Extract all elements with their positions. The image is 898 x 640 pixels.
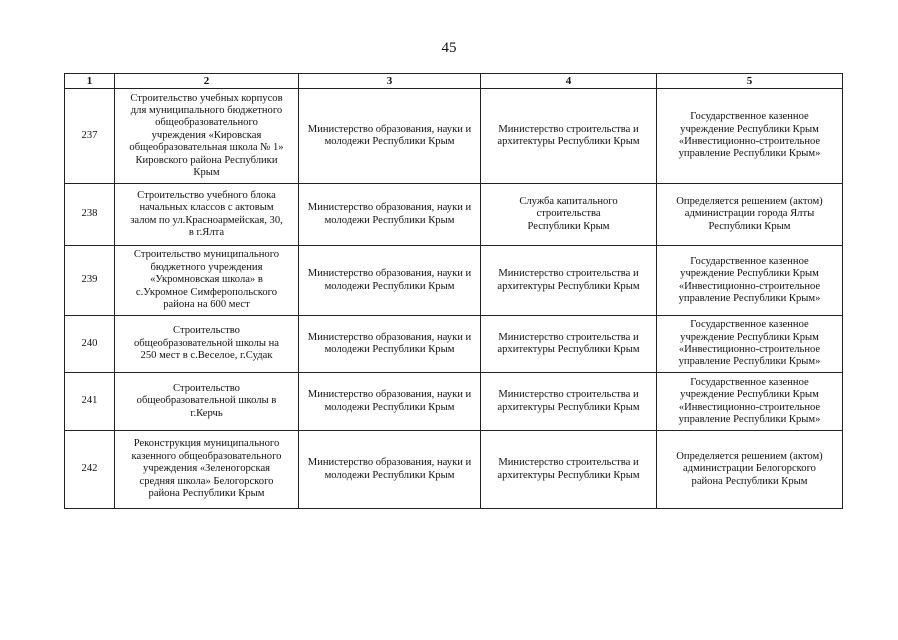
object-name-cell: Реконструкция муниципального казенного общеобразовательного учреждения «Зеленогорская средняя школа» Белогорского района Республики Крым	[115, 431, 299, 509]
row-number: 241	[65, 373, 115, 431]
table-row	[65, 184, 843, 246]
table-row	[65, 246, 843, 316]
developer-cell: Министерство строительства и архитектуры Республики Крым	[481, 431, 657, 509]
table-row	[65, 431, 843, 509]
builder-cell: Государственное казенное учреждение Республики Крым «Инвестиционно-строительное управление Республики Крым»	[657, 316, 843, 373]
column-header-2: 2	[115, 74, 299, 89]
builder-cell: Государственное казенное учреждение Республики Крым «Инвестиционно-строительное управление Республики Крым»	[657, 246, 843, 316]
object-name-cell: Строительство общеобразовательной школы в г.Керчь	[115, 373, 299, 431]
column-header-1: 1	[65, 74, 115, 89]
builder-cell: Государственное казенное учреждение Республики Крым «Инвестиционно-строительное управление Республики Крым»	[657, 373, 843, 431]
developer-cell: Министерство строительства и архитектуры Республики Крым	[481, 373, 657, 431]
column-header-4: 4	[481, 74, 657, 89]
table-row	[65, 89, 843, 184]
customer-cell: Министерство образования, науки и молодежи Республики Крым	[299, 246, 481, 316]
developer-cell: Министерство строительства и архитектуры Республики Крым	[481, 316, 657, 373]
table-header-row	[65, 74, 843, 89]
customer-cell: Министерство образования, науки и молодежи Республики Крым	[299, 373, 481, 431]
page-number: 45	[441, 40, 457, 56]
developer-cell: Министерство строительства и архитектуры Республики Крым	[481, 246, 657, 316]
object-table	[64, 73, 843, 509]
customer-cell: Министерство образования, науки и молодежи Республики Крым	[299, 184, 481, 246]
customer-cell: Министерство образования, науки и молодежи Республики Крым	[299, 431, 481, 509]
builder-cell: Государственное казенное учреждение Республики Крым «Инвестиционно-строительное управление Республики Крым»	[657, 89, 843, 184]
object-name-cell: Строительство муниципального бюджетного учреждения «Укромновская школа» в с.Укромное Симферопольского района на 600 мест	[115, 246, 299, 316]
customer-cell: Министерство образования, науки и молодежи Республики Крым	[299, 89, 481, 184]
builder-cell: Определяется решением (актом) администрации города Ялты Республики Крым	[657, 184, 843, 246]
developer-cell: Министерство строительства и архитектуры Республики Крым	[481, 89, 657, 184]
developer-cell: Служба капитального строительства Республики Крым	[481, 184, 657, 246]
column-header-3: 3	[299, 74, 481, 89]
column-header-5: 5	[657, 74, 843, 89]
table-row	[65, 373, 843, 431]
customer-cell: Министерство образования, науки и молодежи Республики Крым	[299, 316, 481, 373]
row-number: 237	[65, 89, 115, 184]
row-number: 239	[65, 246, 115, 316]
table-row	[65, 316, 843, 373]
object-name-cell: Строительство учебных корпусов для муниципального бюджетного общеобразовательного учреждения «Кировская общеобразовательная школа № 1» Кировского района Республики Крым	[115, 89, 299, 184]
object-name-cell: Строительство общеобразовательной школы на 250 мест в с.Веселое, г.Судак	[115, 316, 299, 373]
row-number: 242	[65, 431, 115, 509]
builder-cell: Определяется решением (актом) администрации Белогорского района Республики Крым	[657, 431, 843, 509]
row-number: 240	[65, 316, 115, 373]
object-name-cell: Строительство учебного блока начальных классов с актовым залом по ул.Красноармейская, 30, в г.Ялта	[115, 184, 299, 246]
row-number: 238	[65, 184, 115, 246]
